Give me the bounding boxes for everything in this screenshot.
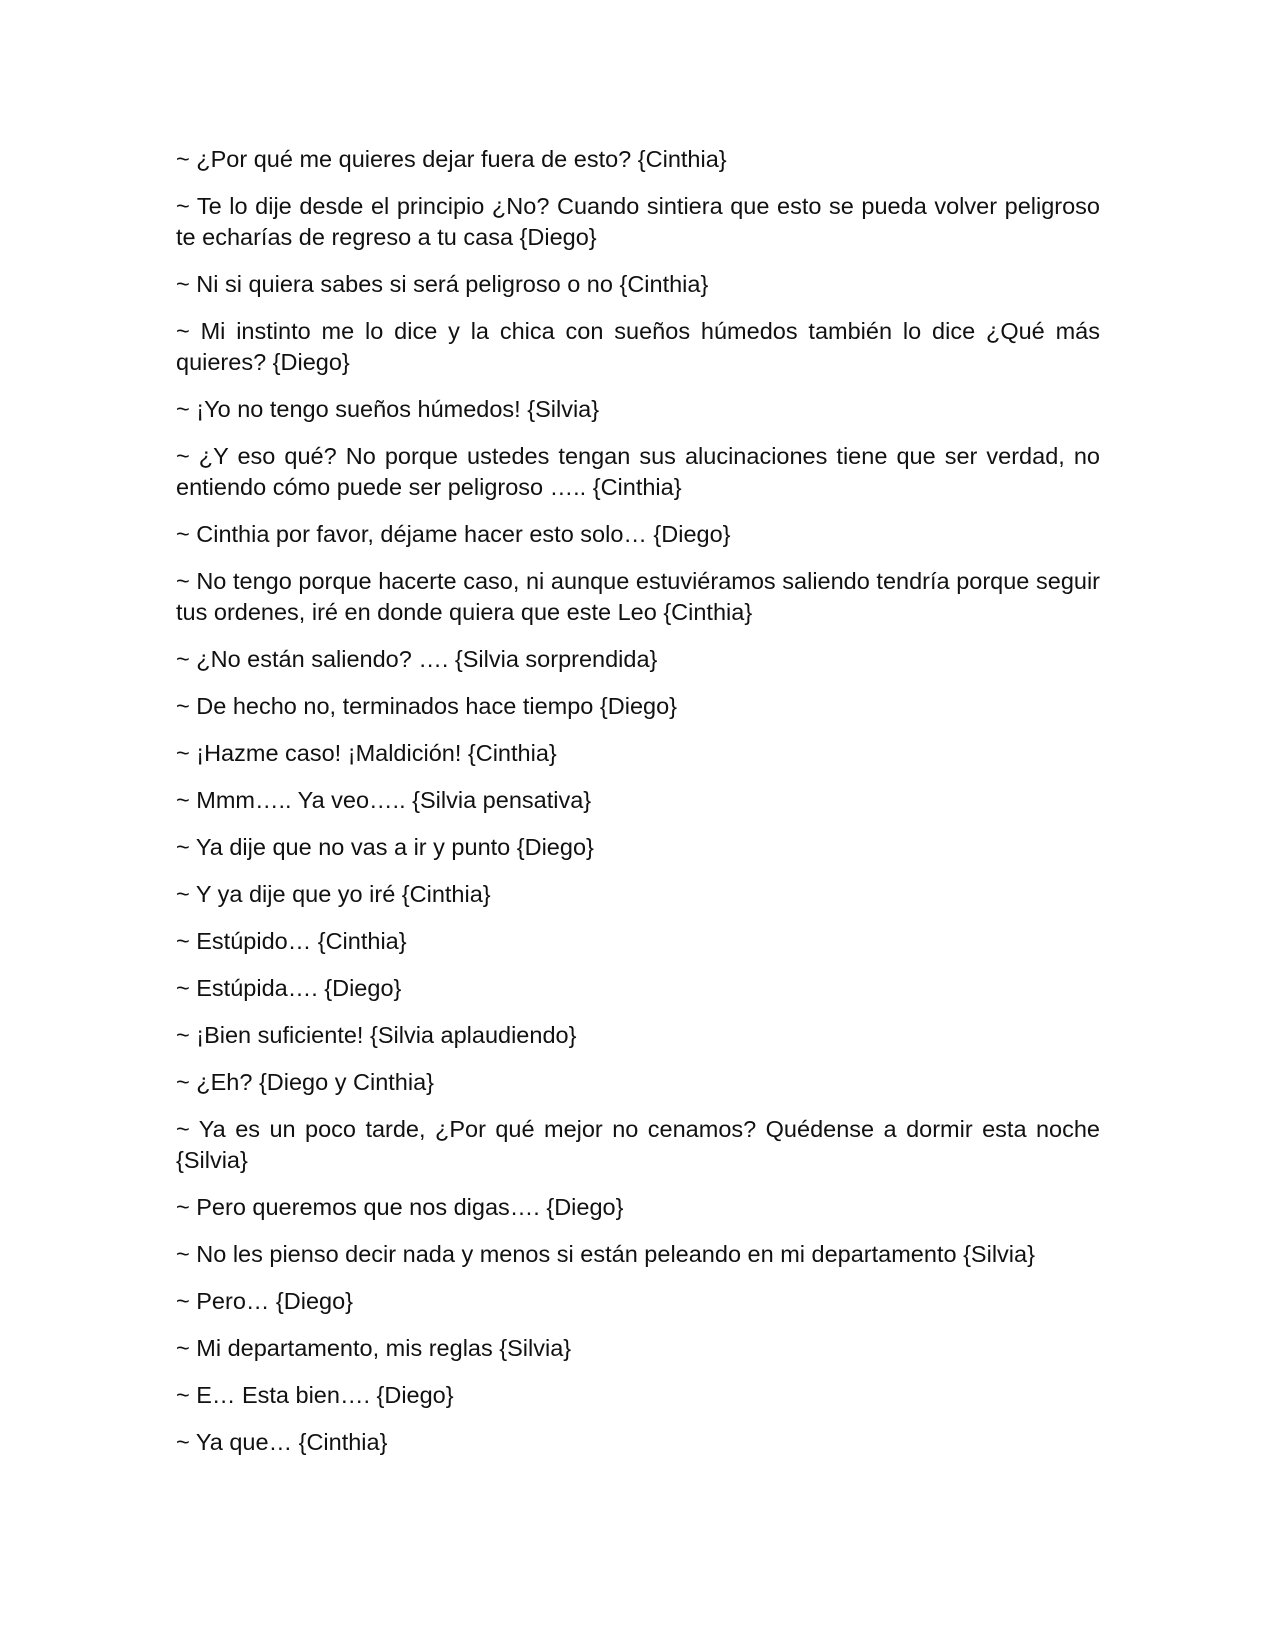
dialogue-line: ~ Pero… {Diego} xyxy=(176,1288,354,1314)
dialogue-line: ~ No tengo porque hacerte caso, ni aunque estuviéramos saliendo tendría porque seguir tus ordenes, iré en donde quiera que este Leo {Cinthia} xyxy=(176,568,1100,625)
dialogue-line: ~ Y ya dije que yo iré {Cinthia} xyxy=(176,881,491,907)
dialogue-line: ~ ¿No están saliendo? …. {Silvia sorprendida} xyxy=(176,646,658,672)
dialogue-text xyxy=(176,144,1100,1474)
dialogue-line: ~ Ya dije que no vas a ir y punto {Diego} xyxy=(176,834,594,860)
dialogue-line: ~ Te lo dije desde el principio ¿No? Cuando sintiera que esto se pueda volver peligroso te echarías de regreso a tu casa {Diego} xyxy=(176,193,1100,250)
dialogue-line: ~ ¿Eh? {Diego y Cinthia} xyxy=(176,1069,435,1095)
dialogue-line: ~ ¡Yo no tengo sueños húmedos! {Silvia} xyxy=(176,396,600,422)
dialogue-line: ~ Estúpida…. {Diego} xyxy=(176,975,402,1001)
dialogue-line: ~ Ni si quiera sabes si será peligroso o no {Cinthia} xyxy=(176,271,709,297)
dialogue-line: ~ Mmm….. Ya veo….. {Silvia pensativa} xyxy=(176,787,592,813)
dialogue-line: ~ ¿Y eso qué? No porque ustedes tengan sus alucinaciones tiene que ser verdad, no entiendo cómo puede ser peligroso ….. {Cinthia} xyxy=(176,443,1100,500)
dialogue-line: ~ Ya que… {Cinthia} xyxy=(176,1429,388,1455)
dialogue-line: ~ ¡Hazme caso! ¡Maldición! {Cinthia} xyxy=(176,740,557,766)
dialogue-line: ~ ¡Bien suficiente! {Silvia aplaudiendo} xyxy=(176,1022,577,1048)
dialogue-line: ~ Cinthia por favor, déjame hacer esto solo… {Diego} xyxy=(176,521,731,547)
dialogue-line: ~ No les pienso decir nada y menos si están peleando en mi departamento {Silvia} xyxy=(176,1241,1035,1267)
dialogue-line: ~ Mi instinto me lo dice y la chica con sueños húmedos también lo dice ¿Qué más quieres? {Diego} xyxy=(176,318,1100,375)
dialogue-line: ~ Mi departamento, mis reglas {Silvia} xyxy=(176,1335,572,1361)
dialogue-line: ~ Ya es un poco tarde, ¿Por qué mejor no cenamos? Quédense a dormir esta noche {Silvia} xyxy=(176,1116,1100,1173)
dialogue-line: ~ De hecho no, terminados hace tiempo {Diego} xyxy=(176,693,678,719)
dialogue-line: ~ Estúpido… {Cinthia} xyxy=(176,928,407,954)
dialogue-line: ~ ¿Por qué me quieres dejar fuera de esto? {Cinthia} xyxy=(176,146,727,172)
dialogue-line: ~ E… Esta bien…. {Diego} xyxy=(176,1382,454,1408)
dialogue-line: ~ Pero queremos que nos digas…. {Diego} xyxy=(176,1194,624,1220)
